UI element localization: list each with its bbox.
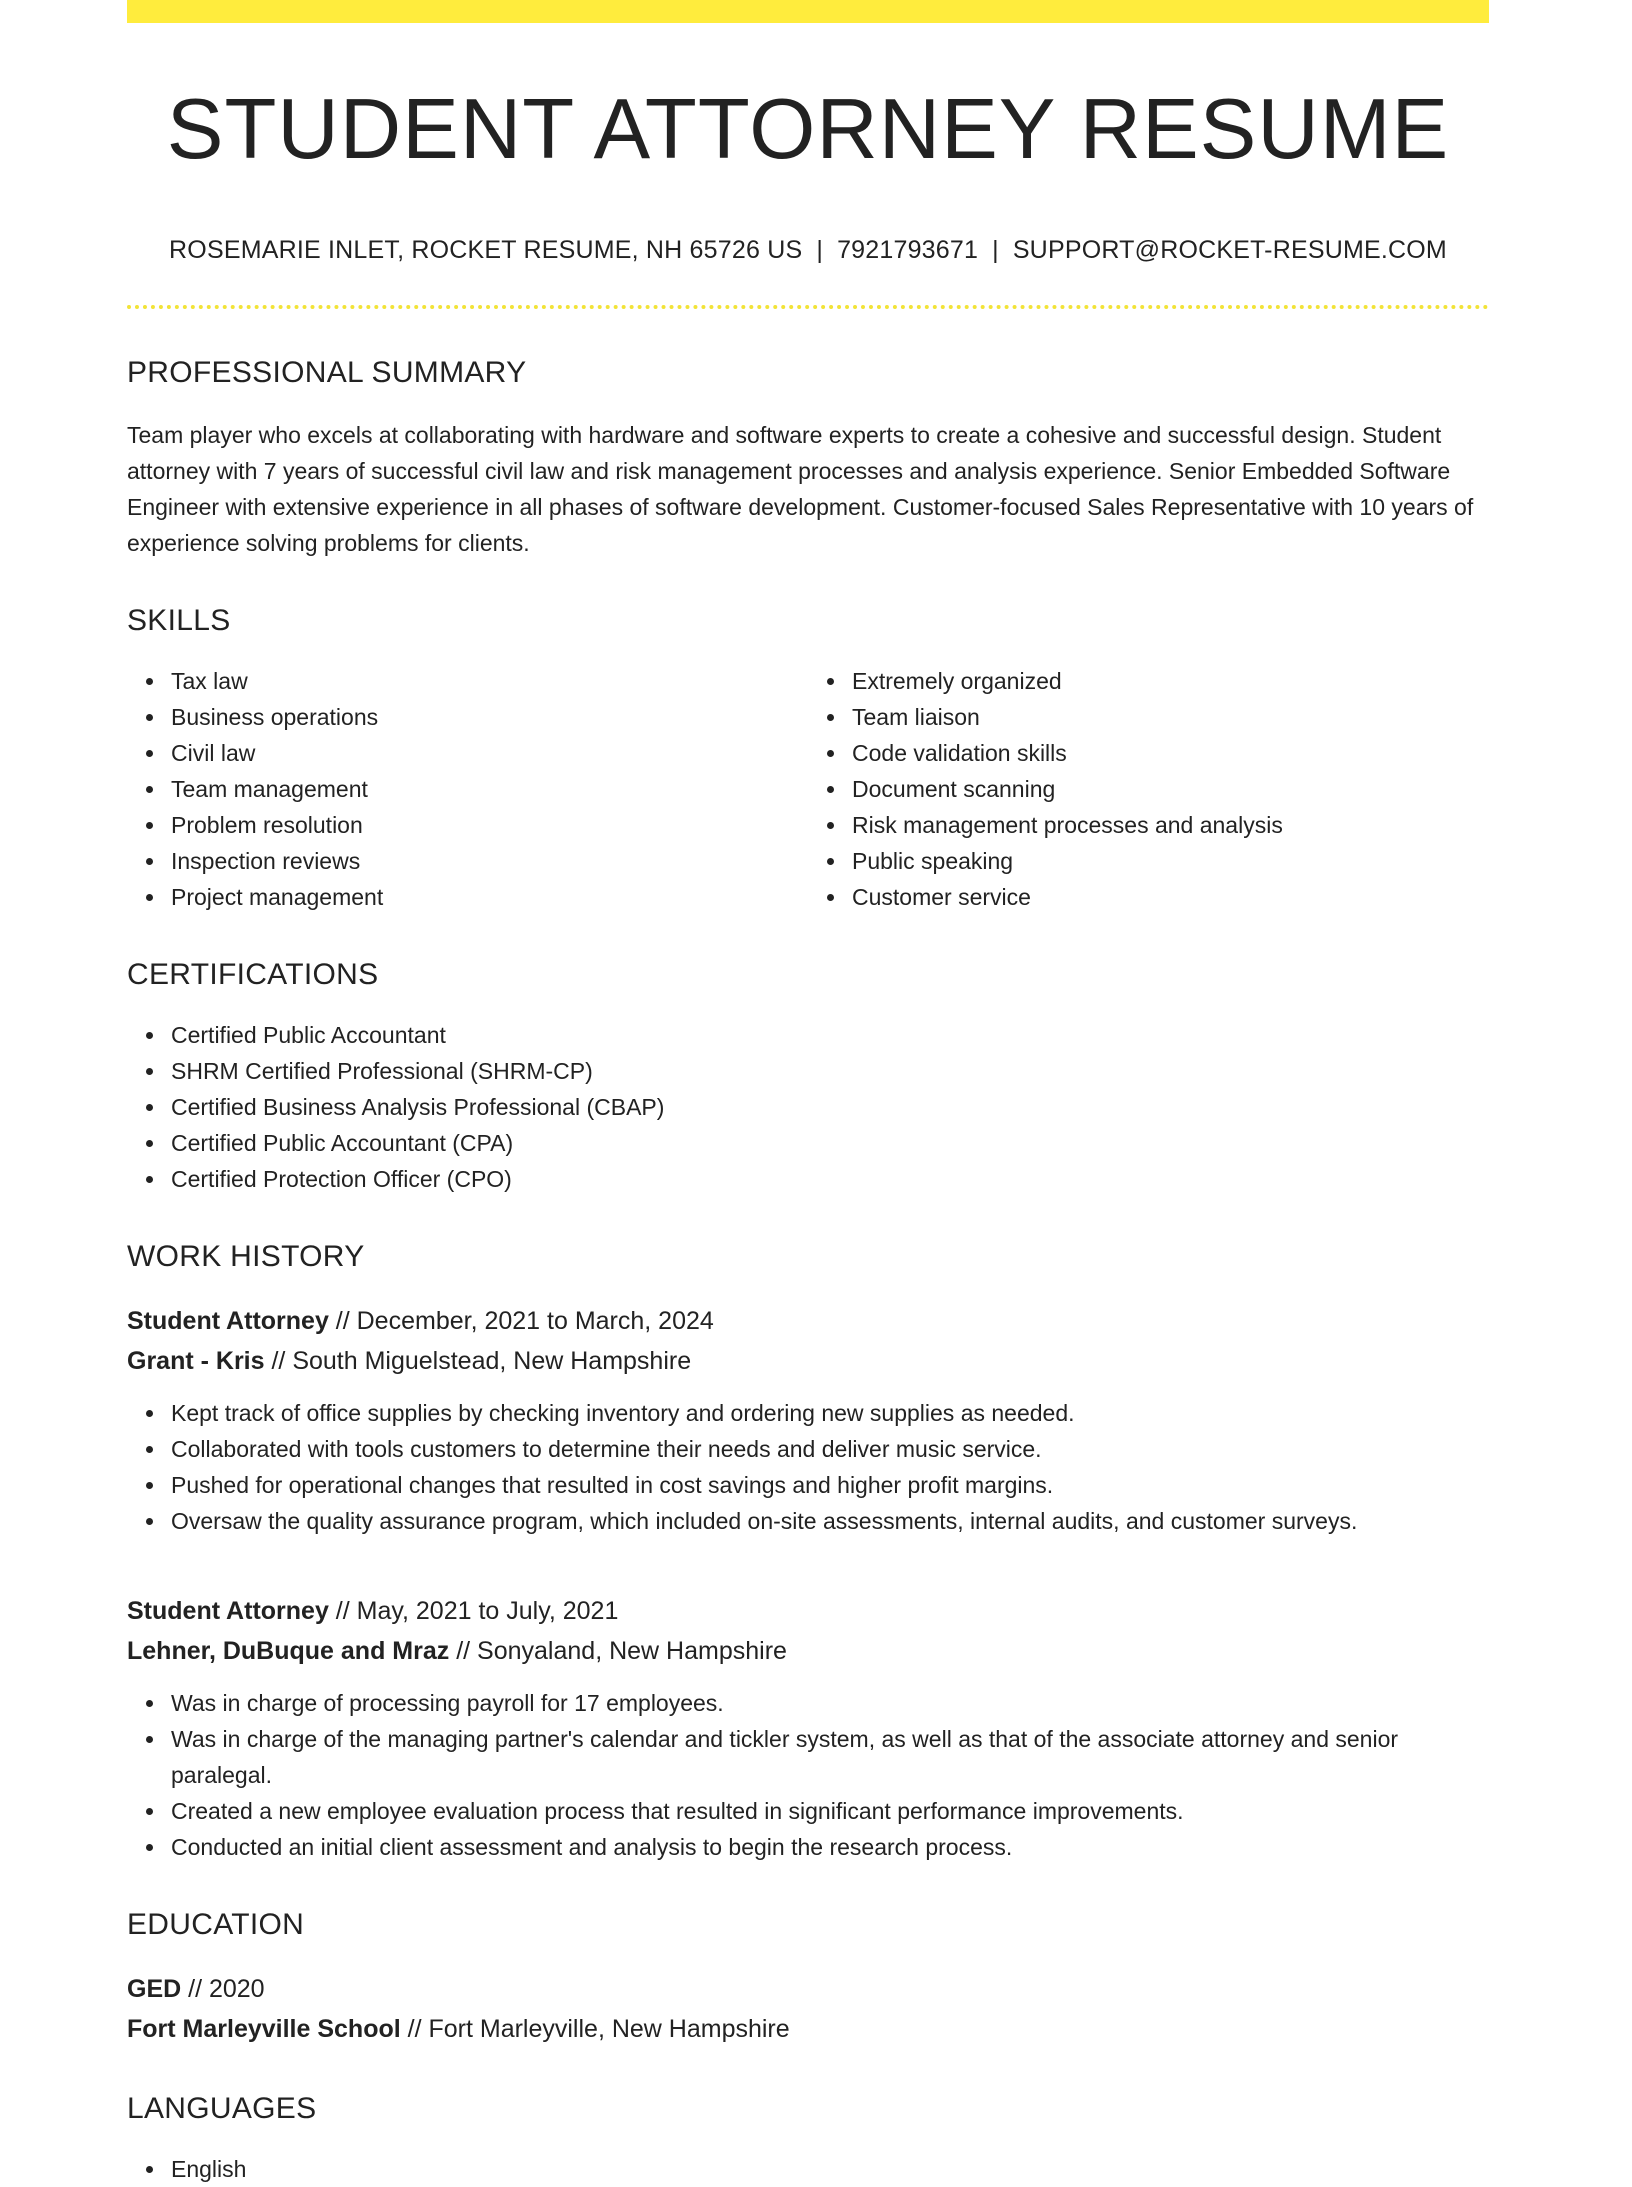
skill-item: Team management bbox=[171, 771, 808, 807]
education-degree-line bbox=[127, 1969, 1489, 2009]
certification-item: Certified Public Accountant (CPA) bbox=[171, 1125, 1489, 1161]
contact-phone: 7921793671 bbox=[837, 235, 979, 264]
skills-section bbox=[127, 603, 1489, 915]
languages-list bbox=[127, 2151, 1489, 2187]
skill-item: Tax law bbox=[171, 663, 808, 699]
certifications-heading: CERTIFICATIONS bbox=[127, 957, 379, 991]
skill-item: Problem resolution bbox=[171, 807, 808, 843]
skill-item: Public speaking bbox=[852, 843, 1489, 879]
job-duty: Conducted an initial client assessment and analysis to begin the research process. bbox=[171, 1829, 1489, 1865]
contact-separator: | bbox=[992, 235, 999, 264]
contact-line bbox=[127, 235, 1489, 265]
summary-section bbox=[127, 355, 1489, 561]
skill-item: Extremely organized bbox=[852, 663, 1489, 699]
summary-heading: PROFESSIONAL SUMMARY bbox=[127, 355, 527, 389]
education-year: // 2020 bbox=[181, 1974, 265, 2003]
skills-heading: SKILLS bbox=[127, 603, 231, 637]
education-degree: GED bbox=[127, 1974, 182, 2003]
skill-item: Risk management processes and analysis bbox=[852, 807, 1489, 843]
skills-list-left bbox=[127, 663, 808, 915]
languages-heading: LANGUAGES bbox=[127, 2091, 317, 2125]
skills-list-right bbox=[808, 663, 1489, 915]
job-title: Student Attorney bbox=[127, 1596, 329, 1625]
skill-item: Project management bbox=[171, 879, 808, 915]
skills-columns bbox=[127, 663, 1489, 915]
certification-item: Certified Public Accountant bbox=[171, 1017, 1489, 1053]
job-title-line bbox=[127, 1591, 1489, 1631]
job-duty: Pushed for operational changes that resulted in cost savings and higher profit margins. bbox=[171, 1467, 1489, 1503]
certifications-section bbox=[127, 957, 1489, 1197]
languages-section bbox=[127, 2091, 1489, 2187]
education-entry bbox=[127, 1969, 1489, 2049]
document-title: STUDENT ATTORNEY RESUME bbox=[166, 82, 1450, 177]
skill-item: Team liaison bbox=[852, 699, 1489, 735]
skill-item: Civil law bbox=[171, 735, 808, 771]
education-heading: EDUCATION bbox=[127, 1907, 305, 1941]
skill-item: Inspection reviews bbox=[171, 843, 808, 879]
resume-page bbox=[127, 0, 1489, 2187]
job-company: Lehner, DuBuque and Mraz bbox=[127, 1636, 450, 1665]
contact-address: ROSEMARIE INLET, ROCKET RESUME, NH 65726 US bbox=[169, 235, 803, 264]
job-duty: Kept track of office supplies by checking inventory and ordering new supplies as needed. bbox=[171, 1395, 1489, 1431]
work-history-section bbox=[127, 1239, 1489, 1865]
certifications-list bbox=[127, 1017, 1489, 1197]
dotted-divider bbox=[127, 305, 1489, 309]
job-title-line bbox=[127, 1301, 1489, 1341]
contact-email: SUPPORT@ROCKET-RESUME.COM bbox=[1012, 235, 1447, 264]
education-school-line bbox=[127, 2009, 1489, 2049]
job-duty: Collaborated with tools customers to determine their needs and deliver music service. bbox=[171, 1431, 1489, 1467]
education-school: Fort Marleyville School bbox=[127, 2014, 401, 2043]
language-item: English bbox=[171, 2151, 1489, 2187]
job-dates: // December, 2021 to March, 2024 bbox=[328, 1306, 714, 1335]
job-title: Student Attorney bbox=[127, 1306, 329, 1335]
certification-item: Certified Business Analysis Professional (CBAP) bbox=[171, 1089, 1489, 1125]
job-location: // Sonyaland, New Hampshire bbox=[449, 1636, 787, 1665]
job-duty: Was in charge of the managing partner's calendar and tickler system, as well as that of the associate attorney and senior paralegal. bbox=[171, 1721, 1489, 1793]
skill-item: Document scanning bbox=[852, 771, 1489, 807]
job-duties bbox=[127, 1395, 1489, 1539]
skill-item: Customer service bbox=[852, 879, 1489, 915]
job-duty: Oversaw the quality assurance program, which included on-site assessments, internal audits, and customer surveys. bbox=[171, 1503, 1489, 1539]
job-location: // South Miguelstead, New Hampshire bbox=[264, 1346, 692, 1375]
job-duty: Was in charge of processing payroll for 17 employees. bbox=[171, 1685, 1489, 1721]
job-company: Grant - Kris bbox=[127, 1346, 265, 1375]
certification-item: SHRM Certified Professional (SHRM-CP) bbox=[171, 1053, 1489, 1089]
work-history-heading: WORK HISTORY bbox=[127, 1239, 365, 1273]
job-company-line bbox=[127, 1631, 1489, 1671]
contact-separator: | bbox=[816, 235, 824, 264]
education-location: // Fort Marleyville, New Hampshire bbox=[400, 2014, 790, 2043]
job-entry bbox=[127, 1301, 1489, 1539]
summary-text: Team player who excels at collaborating with hardware and software experts to create a cohesive and successful design. Student attorney with 7 years of successful civil law and risk management processes and analysis experience. Senior Embedded Software Engineer with extensive experience in all phases of software development. Customer-focused Sales Representative with 10 years of experience solving problems for clients. bbox=[127, 421, 1474, 556]
job-duty: Created a new employee evaluation process that resulted in significant performance improvements. bbox=[171, 1793, 1489, 1829]
job-dates: // May, 2021 to July, 2021 bbox=[328, 1596, 619, 1625]
skill-item: Business operations bbox=[171, 699, 808, 735]
skill-item: Code validation skills bbox=[852, 735, 1489, 771]
job-company-line bbox=[127, 1341, 1489, 1381]
accent-bar bbox=[127, 0, 1489, 23]
certification-item: Certified Protection Officer (CPO) bbox=[171, 1161, 1489, 1197]
job-duties bbox=[127, 1685, 1489, 1865]
education-section bbox=[127, 1907, 1489, 2049]
job-entry bbox=[127, 1591, 1489, 1865]
